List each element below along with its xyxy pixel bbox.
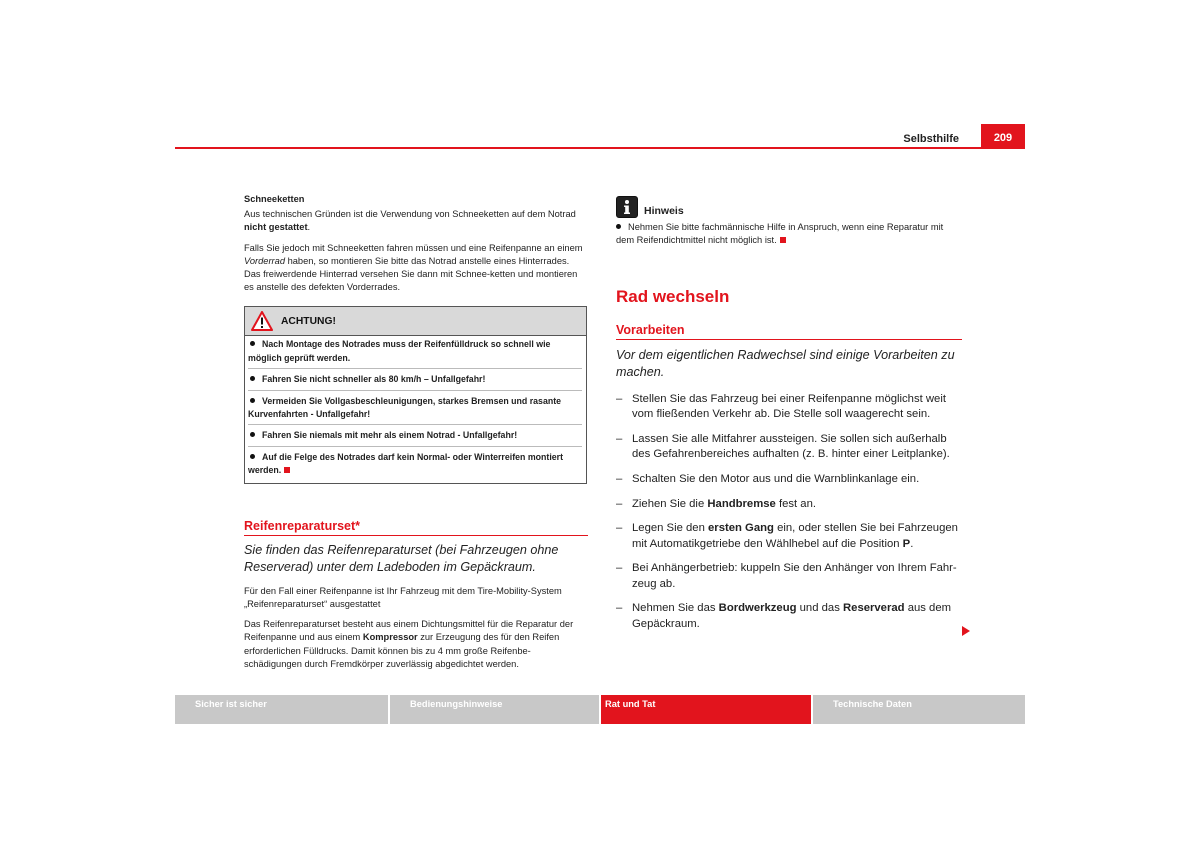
dash-icon: – [616,497,623,510]
warning-item [248,429,582,446]
page-number: 209 [981,124,1025,149]
right-column [616,196,962,641]
step-text: Schalten Sie den Motor aus und die Warnblinkanlage ein. [632,472,920,485]
snow-chains-heading: Schneeketten [244,194,305,204]
main-heading: Rad wechseln [616,287,730,307]
dash-icon: – [616,602,623,615]
text-run-italic: Vorderrad [244,255,285,266]
warning-item-text: Nach Montage des Notrades muss der Reifenfülldruck so schnell wie möglich geprüft werden. [248,339,551,363]
text-run: zur Erzeugung des für den Reifen erforderlichen Fülldrucks. Damit können bis zu 4 mm große Reifenbe-schädigungen durch Fremdkörper zuverlässig abgedichtet werden. [244,632,560,669]
step-text: Ziehen Sie die Handbremse fest an. [632,497,817,510]
hint-title: Hinweis [644,204,684,217]
warning-item-text: Auf die Felge des Notrades darf kein Normal- oder Winterreifen montiert werden. [248,451,564,476]
list-item [616,521,962,551]
hint-text [616,221,962,247]
bullet-icon [250,398,255,403]
tab-rat-und-tat[interactable]: Rat und Tat [601,695,811,724]
bullet-icon [250,341,255,346]
dash-icon: – [616,432,623,445]
text-run: haben, so montieren Sie bitte das Notrad anstelle eines Hinterrades. Das freiwerdende Hinterrad versehen Sie dann mit Schnee-ketten und montieren es anstelle des defekten Vorderrades. [244,255,578,293]
warning-item-text: Vermeiden Sie Vollgasbeschleunigungen, starkes Bremsen und rasante Kurvenfahrten - Unfallgefahr! [248,395,562,420]
step-text: Bei Anhängerbetrieb: kuppeln Sie den Anhänger von Ihrem Fahr-zeug ab. [632,562,957,590]
warning-item [248,451,582,481]
end-marker-icon [284,467,290,473]
step-text: Lassen Sie alle Mitfahrer aussteigen. Sie sollen sich außerhalb des Gefahrenbereiches aufhalten (z. B. hinter einer Leitplanke). [632,432,950,461]
list-item [616,432,962,462]
continue-arrow-icon [962,626,970,636]
list-item [616,392,962,422]
warning-item-text: Fahren Sie nicht schneller als 80 km/h – Unfallgefahr! [262,374,486,385]
repair-kit-paragraph-2 [244,618,588,671]
text-run: Aus technischen Gründen ist die Verwendung von Schneeketten auf dem Notrad [244,209,576,220]
warning-list [245,336,586,482]
footer-nav [175,695,1025,724]
warning-header [245,307,586,336]
snow-chains-paragraph-2 [244,242,588,295]
list-item [616,472,962,487]
steps-list [616,392,962,632]
text-run: Das Reifenreparaturset besteht aus einem Dichtungsmittel für die Reparatur der Reifenpanne und aus einem [244,619,574,643]
sub-heading: Vorarbeiten [616,324,962,340]
list-item [616,561,962,591]
text-run: . [307,222,311,233]
list-item [616,601,962,631]
warning-title: ACHTUNG! [281,315,336,327]
warning-item [248,338,582,369]
info-icon [616,196,638,218]
warning-item-text: Fahren Sie niemals mit mehr als einem Notrad - Unfallgefahr! [262,430,518,441]
text-run-bold: nicht gestattet [244,222,308,233]
repair-kit-intro: Sie finden das Reifenreparaturset (bei Fahrzeugen ohne Reserverad) unter dem Ladeboden im Gepäckraum. [244,542,559,574]
warning-box [244,306,587,483]
text-run-bold: Kompressor [362,632,418,643]
left-column [244,193,588,678]
dash-icon: – [616,392,623,405]
header-rule [175,147,1025,149]
repair-kit-paragraph-1: Für den Fall einer Reifenpanne ist Ihr Fahrzeug mit dem Tire-Mobility-System „Reifenreparaturset“ ausgestattet [244,585,562,610]
text-run: Falls Sie jedoch mit Schneeketten fahren müssen und eine Reifenpanne an einem [244,242,583,253]
bullet-icon [250,376,255,381]
list-item [616,497,962,512]
end-marker-icon [780,237,786,243]
dash-icon: – [616,472,623,485]
hint-text-run: Nehmen Sie bitte fachmännische Hilfe in Anspruch, wenn eine Reparatur mit dem Reifendichtmittel nicht möglich ist. [616,222,944,246]
preparation-intro: Vor dem eigentlichen Radwechsel sind einige Vorarbeiten zu machen. [616,347,955,379]
step-text: Stellen Sie das Fahrzeug bei einer Reifenpanne möglichst weit vom fließenden Verkehr ab. Die Stelle soll waagerecht sein. [632,392,946,421]
dash-icon: – [616,522,623,535]
step-text: Legen Sie den ersten Gang ein, oder stellen Sie bei Fahrzeugen mit Automatikgetriebe den Wählhebel auf die Position P. [632,522,958,550]
snow-chains-paragraph-1 [244,208,588,234]
repair-kit-heading: Reifenreparaturset* [244,520,588,536]
warning-item [248,395,582,426]
tab-technische-daten[interactable]: Technische Daten [813,695,1025,724]
tab-bedienungshinweise[interactable]: Bedienungshinweise [390,695,599,724]
tab-sicher-ist-sicher[interactable]: Sicher ist sicher [175,695,388,724]
bullet-icon [250,432,255,437]
warning-item [248,373,582,390]
bullet-icon [616,224,621,229]
section-title: Selbsthilfe [903,133,959,145]
hint-header [616,196,962,218]
bullet-icon [250,454,255,459]
warning-triangle-icon [251,311,273,331]
dash-icon: – [616,562,623,575]
info-glyph-icon [621,199,633,215]
step-text: Nehmen Sie das Bordwerkzeug und das Reserverad aus dem Gepäckraum. [632,602,952,630]
